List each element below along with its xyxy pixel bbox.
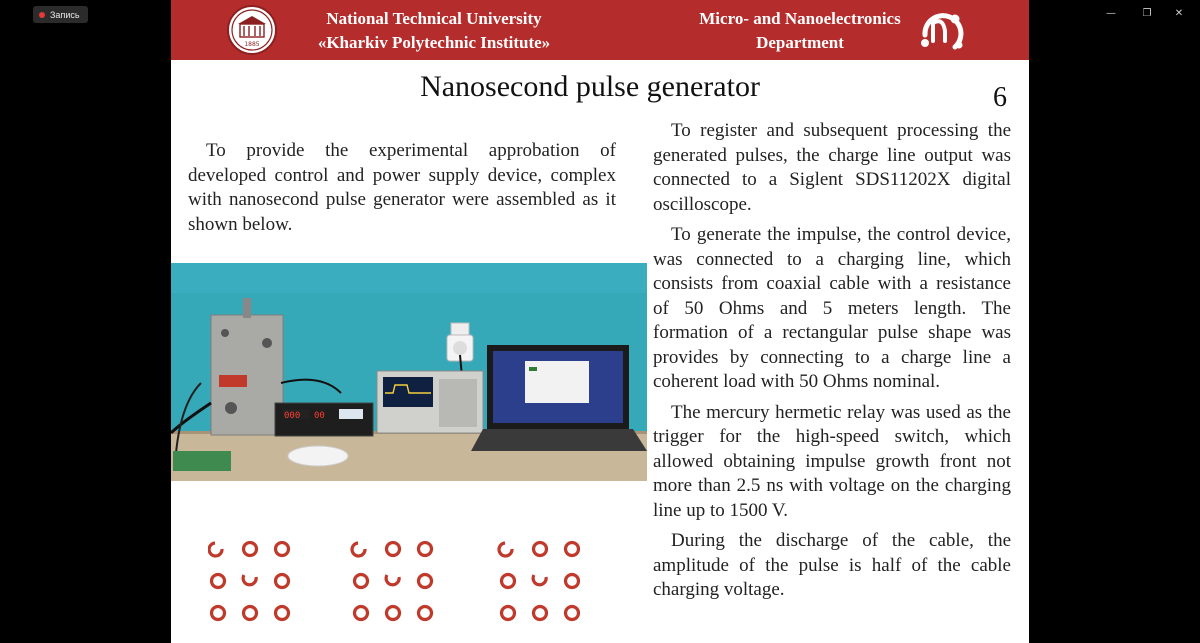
department-logo-icon — [915, 5, 971, 57]
recording-indicator[interactable] — [33, 6, 88, 23]
close-button[interactable]: ✕ — [1174, 7, 1184, 19]
paragraph-relay: The mercury hermetic relay was used as the trigger for the high-speed switch, which allowed obtaining impulse growth front not more than 2.5 ns with voltage on the charging line up to 1500 V. — [653, 401, 1011, 521]
department-name — [649, 7, 951, 55]
record-dot-icon — [39, 12, 45, 18]
svg-text:000: 000 — [284, 411, 301, 421]
slide-title: Nanosecond pulse generator — [420, 70, 760, 103]
recording-label: Запись — [50, 9, 80, 20]
logo-year: 1885 — [244, 41, 260, 48]
university-building-emblem-icon — [229, 7, 275, 53]
intro-text: To provide the experimental approbation of developed control and power supply device, complex with nanosecond pulse generator were assembled as it shown below. — [188, 140, 616, 235]
paragraph-oscilloscope: To register and subsequent processing the generated pulses, the charge line output was connected to a Siglent SDS11202X digital oscilloscope. — [653, 120, 1011, 215]
slide-header-banner — [171, 0, 1029, 60]
restore-button[interactable]: ❐ — [1142, 7, 1152, 19]
university-name — [286, 7, 582, 55]
university-logo-icon — [227, 5, 277, 55]
lab-setup-photo — [171, 263, 647, 481]
minimize-button[interactable]: — — [1106, 7, 1116, 19]
department-line-2: Department — [756, 33, 844, 52]
presentation-slide — [171, 0, 1029, 643]
decorative-rings — [208, 541, 628, 625]
paragraph-charging-line: To generate the impulse, the control device, was connected to a charging line, which consists from coaxial cable with a resistance of 50 Ohms and 5 meters length. The formation of a rectangular pulse shape was provides by connecting to a charge line a coherent load with 50 Ohms nominal. — [653, 224, 1011, 392]
university-line-2: «Kharkiv Polytechnic Institute» — [317, 33, 551, 52]
description-column — [653, 119, 1011, 609]
slide-number: 6 — [993, 82, 1007, 113]
svg-text:00: 00 — [314, 411, 325, 421]
department-line-1: Micro- and Nanoelectronics — [699, 9, 901, 28]
paragraph-discharge: During the discharge of the cable, the amplitude of the pulse is half of the cable charging voltage. — [653, 530, 1011, 600]
university-line-1: National Technical University — [326, 9, 542, 28]
